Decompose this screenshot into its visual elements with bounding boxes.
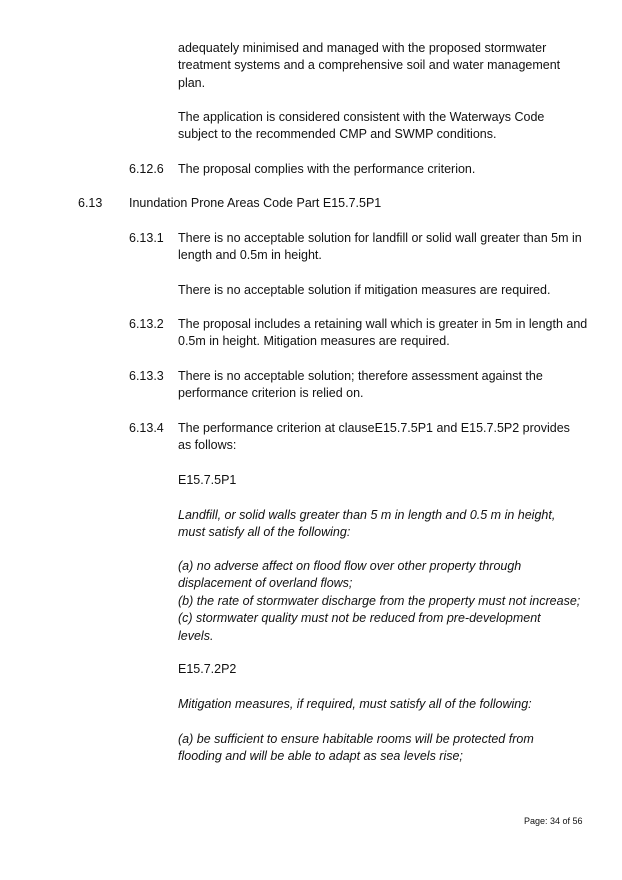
text-line: adequately minimised and managed with the proposed stormwater (178, 41, 547, 55)
text-line: The proposal includes a retaining wall which is greater in 5m in length and (178, 317, 588, 331)
text-line: as follows: (178, 438, 237, 453)
list-item: (a) no adverse affect on flood flow over other property through (178, 559, 522, 573)
clause-items-p1 (178, 558, 588, 645)
item-text-6-13-4 (178, 420, 588, 455)
text-line: Landfill, or solid walls greater than 5 m in length and 0.5 m in height, (178, 508, 556, 522)
intro-paragraph-2 (178, 109, 588, 144)
list-item: flooding and will be able to adapt as sea levels rise; (178, 749, 463, 764)
clause-label-p2: E15.7.2P2 (178, 662, 237, 676)
item-number-6-13-3: 6.13.3 (129, 369, 164, 383)
text-line: subject to the recommended CMP and SWMP conditions. (178, 127, 497, 142)
list-item: displacement of overland flows; (178, 576, 353, 591)
list-item: (a) be sufficient to ensure habitable rooms will be protected from (178, 732, 534, 746)
clause-label-p1: E15.7.5P1 (178, 473, 237, 487)
clause-items-p2 (178, 731, 588, 766)
item-extra-6-13-1: There is no acceptable solution if mitigation measures are required. (178, 283, 551, 297)
item-number-6-13-4: 6.13.4 (129, 421, 164, 435)
item-number-6-13-1: 6.13.1 (129, 231, 164, 245)
section-title-6-13: Inundation Prone Areas Code Part E15.7.5P1 (129, 196, 382, 210)
section-number-6-13: 6.13 (78, 196, 103, 210)
page-number: Page: 34 of 56 (524, 816, 583, 826)
intro-paragraph-1 (178, 40, 588, 92)
item-number-6-13-2: 6.13.2 (129, 317, 164, 331)
item-text-6-12-6: The proposal complies with the performance criterion. (178, 162, 476, 176)
text-line: There is no acceptable solution for landfill or solid wall greater than 5m in (178, 231, 582, 245)
text-line: length and 0.5m in height. (178, 248, 322, 263)
item-number-6-12-6: 6.12.6 (129, 162, 164, 176)
list-item: (c) stormwater quality must not be reduced from pre-development (178, 611, 541, 626)
text-line: There is no acceptable solution; therefore assessment against the (178, 369, 543, 383)
item-text-6-13-3 (178, 368, 588, 403)
text-line: The performance criterion at clauseE15.7.5P1 and E15.7.5P2 provides (178, 421, 570, 435)
text-line: performance criterion is relied on. (178, 386, 364, 401)
clause-intro-p1 (178, 507, 588, 542)
text-line: 0.5m in height. Mitigation measures are required. (178, 334, 450, 349)
text-line: must satisfy all of the following: (178, 525, 351, 540)
list-item: levels. (178, 628, 214, 643)
list-item: (b) the rate of stormwater discharge from the property must not increase; (178, 593, 581, 608)
text-line: plan. (178, 75, 206, 90)
item-text-6-13-2 (178, 316, 588, 351)
text-line: treatment systems and a comprehensive soil and water management (178, 58, 561, 73)
item-text-6-13-1 (178, 230, 588, 265)
text-line: The application is considered consistent with the Waterways Code (178, 110, 545, 124)
clause-intro-p2: Mitigation measures, if required, must satisfy all of the following: (178, 697, 532, 711)
